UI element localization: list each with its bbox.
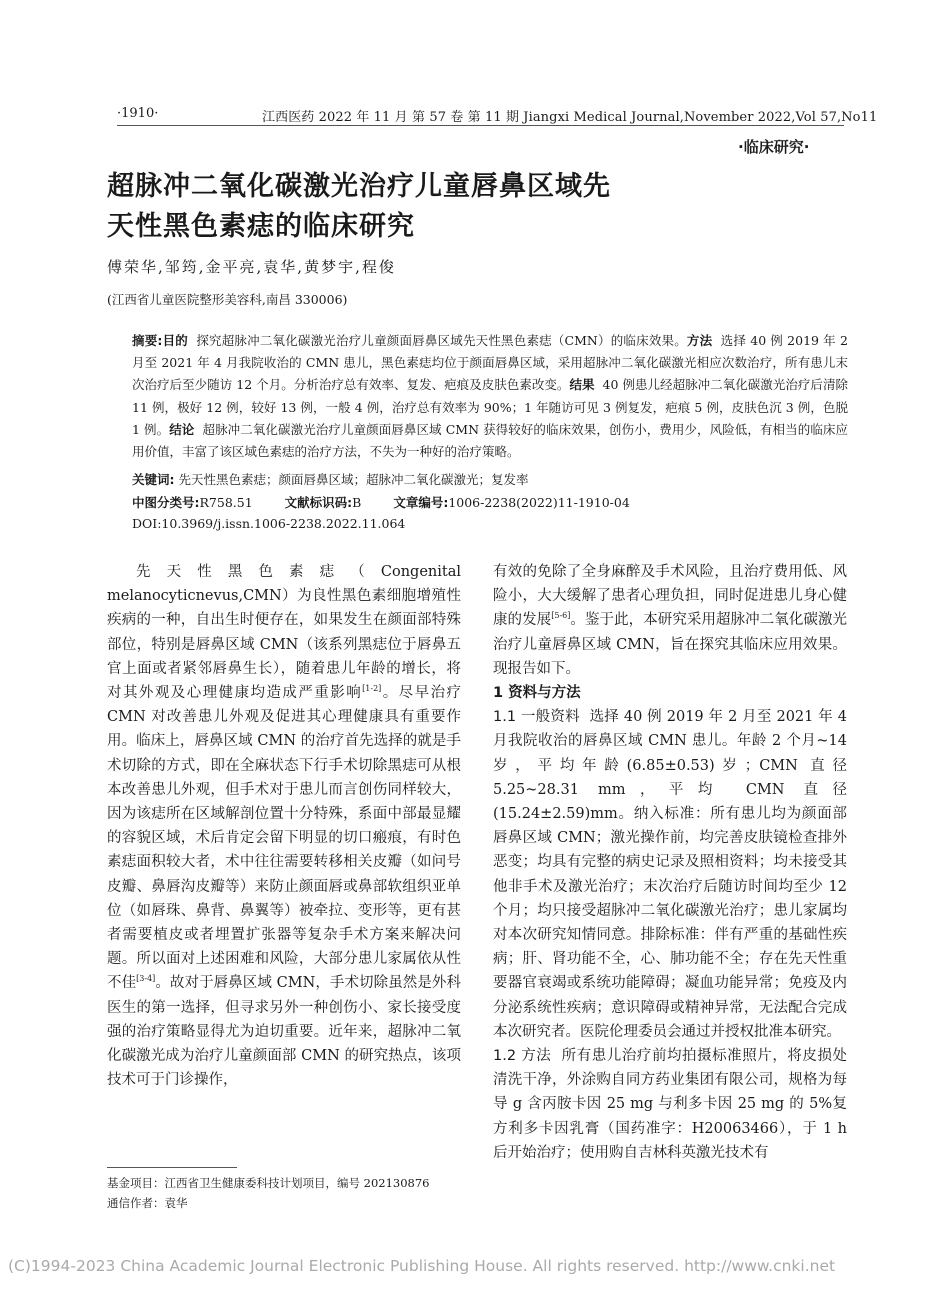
results-label: 结果: [569, 377, 595, 393]
methods-label: 方法: [686, 333, 713, 348]
footnote-rule: [107, 1167, 237, 1168]
subsection-label: 1.2 方法: [493, 1048, 552, 1065]
abstract-label: 摘要:: [132, 333, 163, 348]
clc-label: 中图分类号:: [132, 495, 200, 510]
footnote-fund: 基金项目：江西省卫生健康委科技计划项目，编号 202130876: [107, 1176, 430, 1190]
author-list: 傅荣华,邹筠,金平亮,袁华,黄梦宇,程俊: [107, 258, 396, 276]
abstract: [132, 330, 848, 463]
results-text: 40 例患儿经超脉冲二氧化碳激光治疗后清除 11 例，极好 12 例，较好 13 例，一般 4 例，治疗总有效率为 90%；1 年随访可见 3 例复发，疤痕 5 例，皮肤色沉 3 例，色脱 1 例。: [132, 377, 848, 437]
section-heading-methods: 1 资料与方法: [493, 685, 581, 702]
conclusion-label: 结论: [169, 421, 195, 437]
intro-continuation: [493, 560, 847, 681]
subsection-label: 1.1 一般资料: [493, 709, 580, 726]
header-rule: [117, 125, 844, 126]
intro-text-a: 先天性黑色素痣（Congenital melanocyticnevus,CMN）为良性黑色素细胞增殖性疾病的一种，自出生时便存在，如果发生在颜面部特殊部位，特别是唇鼻区域 CMN（该系列黑痣位于唇鼻五官上面或者紧邻唇鼻生长），随着患儿年龄的增长，将对其外观及心理健康均造成严重影响: [107, 564, 461, 702]
subsection-general-data: [493, 705, 847, 1044]
objective-label: 目的: [162, 333, 188, 348]
article-number-label: 文章编号:: [393, 495, 449, 510]
citation-ref: [5-6]: [551, 611, 571, 621]
page-number: ·1910·: [117, 106, 159, 121]
article-number-value: 1006-2238(2022)11-1910-04: [448, 495, 630, 510]
citation-ref: [1-2]: [362, 684, 382, 694]
body-column-left: [107, 560, 461, 1092]
body-column-right: [493, 560, 847, 1165]
section-label: ·临床研究·: [738, 138, 810, 156]
clc-value: R758.51: [199, 495, 253, 510]
objective-text: 探究超脉冲二氧化碳激光治疗儿童颜面唇鼻区域先天性黑色素痣（CMN）的临床效果。: [196, 333, 687, 348]
keywords-text: 先天性黑色素痣；颜面唇鼻区域；超脉冲二氧化碳激光；复发率: [178, 472, 529, 487]
subsection-text: 所有患儿治疗前均拍摄标准照片，将皮损处清洗干净，外涂购自同方药业集团有限公司，规格为每导 g 含丙胺卡因 25 mg 与利多卡因 25 mg 的 5%复方利多卡因乳膏（国药准字：H20063466），于 1 h 后开始治疗；使用购自吉林科英激光技术有: [493, 1048, 848, 1161]
page-header: [0, 104, 950, 126]
citation-ref: [3-4]: [136, 974, 156, 984]
doc-code-value: B: [352, 495, 362, 510]
journal-citation-line: 江西医药 2022 年 11 月 第 57 卷 第 11 期 Jiangxi Medical Journal,November 2022,Vol 57,No11: [262, 110, 878, 125]
subsection-text: 选择 40 例 2019 年 2 月至 2021 年 4 月我院收治的唇鼻区域 CMN 患儿。年龄 2 个月~14 岁，平均年龄(6.85±0.53)岁；CMN 直径 5.25~28.31 mm，平均 CMN 直径(15.24±2.59)mm。纳入标准：所有患儿均为颜面部唇鼻区域 CMN；激光操作前，均完善皮肤镜检查排外恶变；均具有完整的病史记录及照相资料；均未接受其他非手术及激光治疗；末次治疗后随访时间均至少 12 个月；均只接受超脉冲二氧化碳激光治疗；患儿家属均对本次研究知情同意。排除标准：伴有严重的基础性疾病；肝、肾功能不全，心、肺功能不全；存在先天性重要器官衰竭或系统功能障碍；凝血功能异常；免疫及内分泌系统性疾病；意识障碍或精神异常，无法配合完成本次研究者。医院伦理委员会通过并授权批准本研究。: [493, 709, 848, 1040]
keywords: [132, 470, 529, 488]
intro-cont-text-b: 。鉴于此，本研究采用超脉冲二氧化碳激光治疗儿童唇鼻区域 CMN，旨在探究其临床应用效果。现报告如下。: [493, 612, 848, 677]
affiliation: (江西省儿童医院整形美容科,南昌 330006): [107, 292, 348, 307]
copyright-watermark: (C)1994-2023 China Academic Journal Electronic Publishing House. All rights reserved. http://www.cnki.net: [8, 1257, 836, 1275]
keywords-label: 关键词:: [132, 472, 175, 487]
subsection-methods: [493, 1044, 847, 1165]
article-title-line-1: 超脉冲二氧化碳激光治疗儿童唇鼻区域先: [107, 171, 611, 202]
conclusion-text: 超脉冲二氧化碳激光治疗儿童颜面唇鼻区域 CMN 获得较好的临床效果，创伤小，费用少，风险低，有相当的临床应用价值，丰富了该区域色素痣的治疗方法，不失为一种好的治疗策略。: [132, 421, 848, 460]
intro-text-c: 。故对于唇鼻区域 CMN，手术切除虽然是外科医生的第一选择，但寻求另外一种创伤小、家长接受度强的治疗策略显得尤为迫切重要。近年来，超脉冲二氧化碳激光成为治疗儿童颜面部 CMN 的研究热点，该项技术可于门诊操作，: [107, 975, 461, 1089]
intro-text-b: 。尽早治疗 CMN 对改善患儿外观及促进其心理健康具有重要作用。临床上，唇鼻区域 CMN 的治疗首先选择的就是手术切除的方式，即在全麻状态下行手术切除黑痣可从根本改善患儿外观，但手术对于患儿而言创伤同样较大，因为该痣所在区域解剖位置十分特殊，系面中部最显耀的容貌区域，术后肯定会留下明显的切口瘢痕，有时色素痣面积较大者，术中往往需要转移相关皮瓣（如问号皮瓣、鼻唇沟皮瓣等）来防止颜面唇或鼻部软组织亚单位（如唇珠、鼻背、鼻翼等）被牵拉、变形等，更有甚者需要植皮或者埋置扩张器等复杂手术方案来解决问题。所以面对上述困难和风险，大部分患儿家属依从性不佳: [107, 685, 462, 992]
footnote-corresponding-author: 通信作者：袁华: [107, 1196, 188, 1210]
doi: DOI:10.3969/j.issn.1006-2238.2022.11.064: [132, 516, 406, 531]
intro-paragraph: [107, 560, 461, 1092]
article-title-line-2: 天性黑色素痣的临床研究: [107, 211, 415, 242]
intro-cont-text-a: 有效的免除了全身麻醉及手术风险，且治疗费用低、风险小，大大缓解了患者心理负担，同时促进患儿身心健康的发展: [493, 564, 847, 629]
methods-text: 选择 40 例 2019 年 2 月至 2021 年 4 月我院收治的 CMN 患儿，黑色素痣均位于颜面唇鼻区域，采用超脉冲二氧化碳激光相应次数治疗，所有患儿末次治疗后至少随访 12 个月。分析治疗总有效率、复发、疤痕及皮肤色素改变。: [132, 333, 848, 393]
doc-code-label: 文献标识码:: [284, 495, 353, 510]
classification-line: [132, 493, 630, 511]
